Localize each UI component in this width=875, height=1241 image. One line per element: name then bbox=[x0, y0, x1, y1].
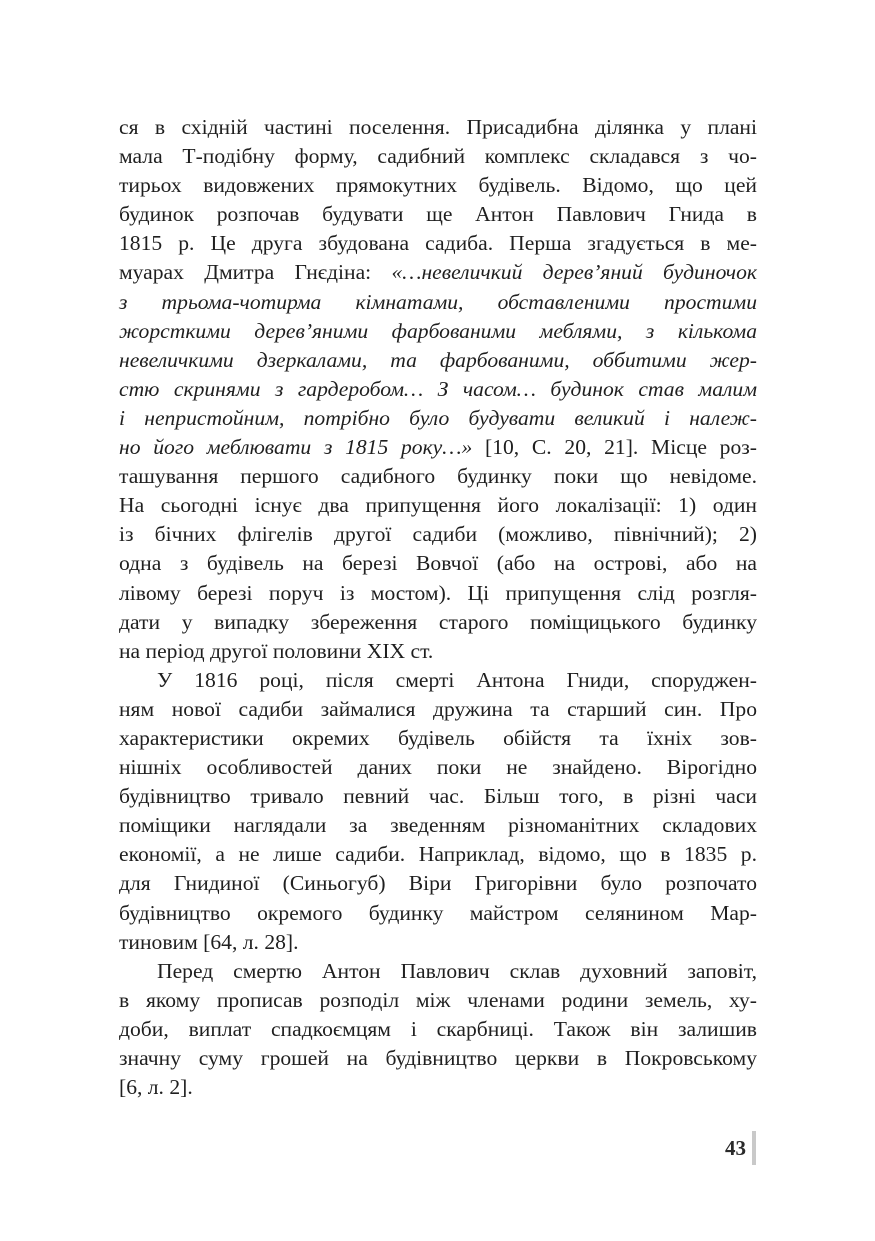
text-line: ням нової садиби займалися дружина та старший син. Про bbox=[119, 696, 757, 721]
text-line: дати у випадку збереження старого поміщицького будинку bbox=[119, 609, 757, 634]
text-line: із бічних флігелів другої садиби (можливо, північний); 2) bbox=[119, 522, 757, 547]
text-line: будівництво тривало певний час. Більш того, в різні часи bbox=[119, 784, 757, 809]
text-line: характеристики окремих будівель обійстя та їхніх зов- bbox=[119, 725, 757, 750]
text-line: будівництво окремого будинку майстром селянином Мар- bbox=[119, 900, 757, 925]
text-line: економії, а не лише садиби. Наприклад, відомо, що в 1835 р. bbox=[119, 842, 757, 867]
page-number: 43 bbox=[725, 1136, 746, 1160]
text-line: [6, л. 2]. bbox=[119, 1075, 193, 1100]
text-line: тиновим [64, л. 28]. bbox=[119, 929, 299, 954]
quote-run: «…невеличкий дерев’яний будиночок bbox=[391, 260, 758, 285]
text-line: поміщики наглядали за зведенням різноманітних складових bbox=[119, 813, 757, 838]
page-number-bar bbox=[752, 1131, 756, 1165]
text-line bbox=[119, 258, 757, 287]
text-line: Перед смертю Антон Павлович склав духовний заповіт, bbox=[157, 958, 757, 983]
text-line: лівому березі поруч із мостом). Ці припущення слід розгля- bbox=[119, 580, 757, 605]
page-body bbox=[119, 113, 757, 1102]
text-line: нішніх особливостей даних поки не знайдено. Вірогідно bbox=[119, 755, 757, 780]
text-line bbox=[119, 433, 757, 462]
text-line: для Гнидиної (Синьогуб) Віри Григорівни було розпочато bbox=[119, 871, 757, 896]
quote-line: жорсткими дерев’яними фарбованими меблями, з кількома bbox=[119, 318, 757, 343]
text-line: на період другої половини XIX ст. bbox=[119, 638, 434, 663]
quote-line: невеличкими дзеркалами, та фарбованими, оббитими жер- bbox=[119, 347, 757, 372]
text-line: будинок розпочав будувати ще Антон Павлович Гнида в bbox=[119, 202, 757, 227]
text-line: ся в східній частині поселення. Присадибна ділянка у плані bbox=[119, 115, 757, 139]
text-line: значну суму грошей на будівництво церкви в Покровському bbox=[119, 1046, 757, 1070]
text-line: У 1816 році, після смерті Антона Гниди, споруджен- bbox=[157, 667, 757, 692]
text-line: в якому прописав розподіл між членами родини земель, ху- bbox=[119, 987, 757, 1012]
quote-line: стю скринями з гардеробом… З часом… будинок став малим bbox=[119, 376, 757, 401]
text-line: тирьох видовжених прямокутних будівель. Відомо, що цей bbox=[119, 173, 757, 198]
text-line: 1815 р. Це друга збудована садиба. Перша згадується в ме- bbox=[119, 231, 757, 256]
quote-run: но його меблювати з 1815 року…» bbox=[119, 435, 473, 460]
quote-line: з трьома-чотирма кімнатами, обставленими простими bbox=[119, 289, 757, 314]
text-run: муарах Дмитра Гнєдіна: bbox=[119, 260, 392, 285]
text-line: На сьогодні існує два припущення його локалізації: 1) один bbox=[119, 493, 757, 518]
text-line: одна з будівель на березі Вовчої (або на острові, або на bbox=[119, 551, 757, 576]
text-line: мала Т-подібну форму, садибний комплекс складався з чо- bbox=[119, 144, 757, 169]
text-line: ташування першого садибного будинку поки що невідоме. bbox=[119, 464, 757, 489]
text-line: доби, виплат спадкоємцям і скарбниці. Також він залишив bbox=[119, 1016, 757, 1041]
quote-line: і непристойним, потрібно було будувати великий і належ- bbox=[119, 405, 757, 430]
text-run: [10, С. 20, 21]. Місце роз- bbox=[472, 435, 757, 460]
